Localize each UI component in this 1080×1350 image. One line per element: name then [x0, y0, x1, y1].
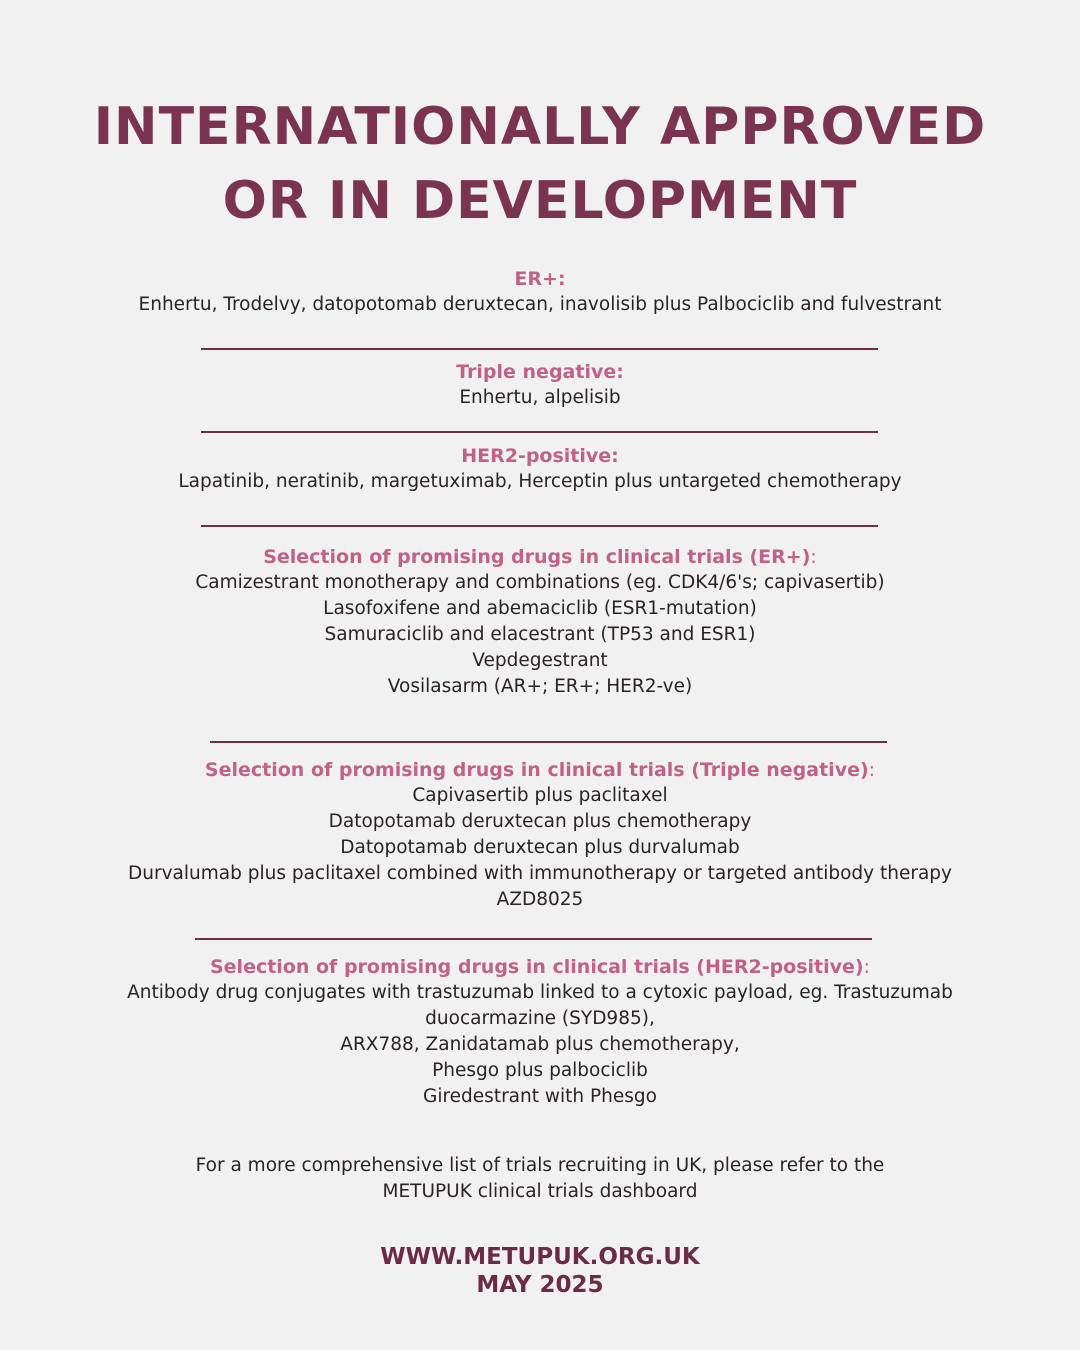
- section-heading: Triple negative:: [456, 361, 624, 383]
- list-item: duocarmazine (SYD985),: [425, 1008, 655, 1029]
- section-heading: ER+:: [514, 268, 566, 290]
- section-heading: [40, 544, 1040, 570]
- section-heading-text: Selection of promising drugs in clinical trials (HER2-positive): [209, 956, 864, 978]
- footer-date: MAY 2025: [476, 1272, 604, 1298]
- note: [40, 1153, 1040, 1205]
- list-item: AZD8025: [496, 889, 584, 910]
- list-item: Enhertu, alpelisib: [459, 387, 621, 408]
- section-heading: HER2-positive:: [461, 445, 619, 467]
- list-item: Antibody drug conjugates with trastuzumab linked to a cytoxic payload, eg. Trastuzumab: [127, 982, 953, 1003]
- list-item: Phesgo plus palbociclib: [432, 1060, 648, 1081]
- list-item: Vosilasarm (AR+; ER+; HER2-ve): [387, 676, 693, 697]
- heading-colon: :: [863, 956, 871, 978]
- list-item: Lapatinib, neratinib, margetuximab, Herceptin plus untargeted chemotherapy: [178, 471, 902, 492]
- footer-website: WWW.METUPUK.ORG.UK: [380, 1244, 700, 1270]
- list-item: Lasofoxifene and abemaciclib (ESR1-mutation): [323, 598, 757, 619]
- heading-colon: :: [810, 546, 817, 568]
- section-heading: [40, 757, 1040, 783]
- list-item: Camizestrant monotherapy and combinations (eg. CDK4/6's; capivasertib): [195, 572, 885, 593]
- list-item: Samuraciclib and elacestrant (TP53 and ESR1): [324, 624, 756, 645]
- section-trials-triple-negative: [40, 757, 1040, 913]
- list-item: Vepdegestrant: [472, 650, 608, 671]
- section-trials-her2: [40, 954, 1040, 1110]
- note-line: METUPUK clinical trials dashboard: [382, 1181, 698, 1202]
- note-line: For a more comprehensive list of trials recruiting in UK, please refer to the: [195, 1155, 885, 1176]
- page-title-line1: INTERNATIONALLY APPROVED: [93, 97, 987, 157]
- list-item: Capivasertib plus paclitaxel: [412, 785, 668, 806]
- section-heading-text: Selection of promising drugs in clinical trials (ER+): [263, 546, 811, 568]
- divider: [201, 525, 878, 527]
- list-item: Datopotamab deruxtecan plus chemotherapy: [328, 811, 752, 832]
- section-heading: [40, 954, 1040, 980]
- list-item: Durvalumab plus paclitaxel combined with immunotherapy or targeted antibody therapy: [128, 863, 952, 884]
- section-her2: [40, 443, 1040, 495]
- divider: [201, 431, 878, 433]
- page-title-line2: OR IN DEVELOPMENT: [222, 171, 858, 231]
- divider: [195, 938, 872, 940]
- heading-colon: :: [868, 759, 876, 781]
- section-triple-negative: [40, 359, 1040, 411]
- divider: [210, 741, 887, 743]
- list-item: Giredestrant with Phesgo: [423, 1086, 657, 1107]
- section-er: [40, 266, 1040, 318]
- section-trials-er: [40, 544, 1040, 700]
- list-item: Datopotamab deruxtecan plus durvalumab: [340, 837, 740, 858]
- section-heading-text: Selection of promising drugs in clinical trials (Triple negative): [204, 759, 869, 781]
- list-item: Enhertu, Trodelvy, datopotomab deruxtecan, inavolisib plus Palbociclib and fulvestrant: [138, 294, 942, 315]
- list-item: ARX788, Zanidatamab plus chemotherapy,: [340, 1034, 740, 1055]
- divider: [201, 348, 878, 350]
